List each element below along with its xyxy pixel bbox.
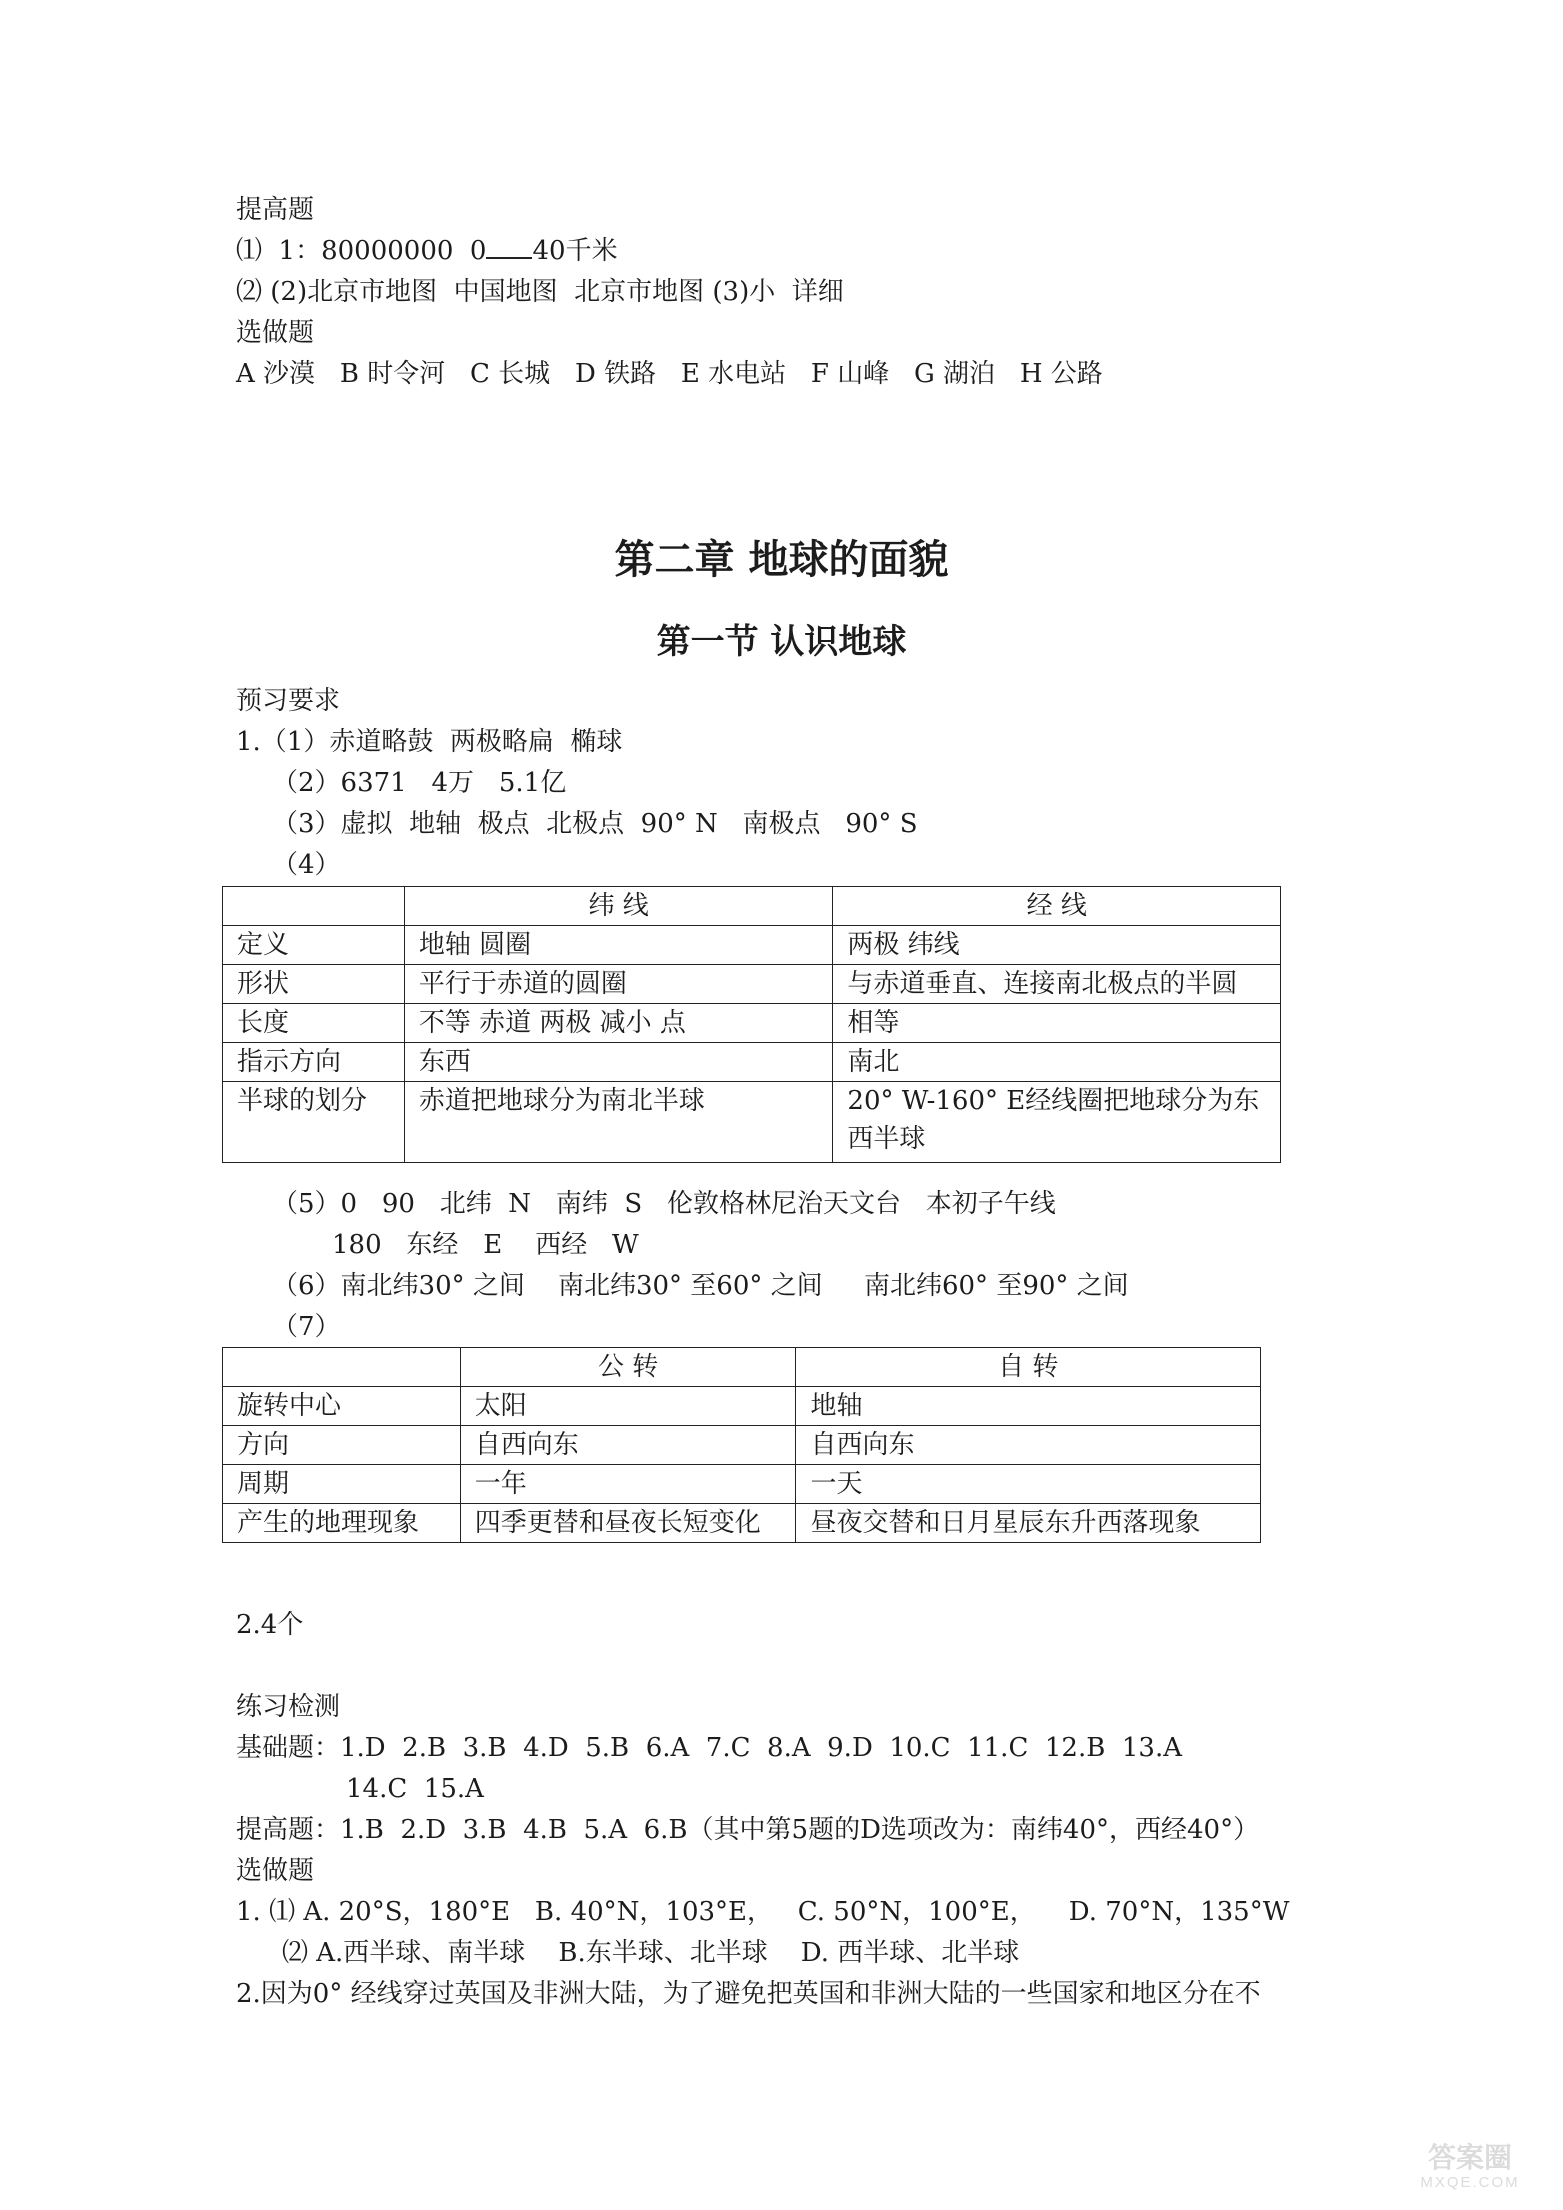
table-row <box>223 1082 1281 1163</box>
table-cell: 与赤道垂直、连接南北极点的半圆 <box>833 965 1281 1004</box>
table-cell: 相等 <box>833 1004 1281 1043</box>
preview-line-4: （4） <box>272 850 341 880</box>
table-row <box>223 1387 1261 1426</box>
answer-line-map-symbols: A 沙漠 B 时令河 C 长城 D 铁路 E 水电站 F 山峰 G 湖泊 H 公路 <box>236 359 1103 389</box>
heading-practice: 练习检测 <box>236 1692 341 1722</box>
table-row <box>223 1004 1281 1043</box>
table-cell: 昼夜交替和日月星辰东升西落现象 <box>796 1504 1261 1543</box>
table-header-row <box>223 1348 1261 1387</box>
table-row <box>223 1504 1261 1543</box>
table-cell: 太阳 <box>460 1387 796 1426</box>
table-cell: 地轴 圆圈 <box>404 926 833 965</box>
table-row <box>223 1043 1281 1082</box>
answer-line-scale <box>236 234 618 268</box>
table-cell: 自西向东 <box>460 1426 796 1465</box>
table-row <box>223 965 1281 1004</box>
answer-line-5b: 180 东经 E 西经 W <box>332 1230 639 1260</box>
answer-line-maps: ⑵ (2)北京市地图 中国地图 北京市地图 (3)小 详细 <box>236 277 844 307</box>
preview-line-2: （2）6371 4万 5.1亿 <box>272 768 567 798</box>
table-cell: 两极 纬线 <box>833 926 1281 965</box>
table-header-cell: 公 转 <box>460 1348 796 1387</box>
watermark-top: 答案圈 <box>1427 2141 1512 2174</box>
basic-answers-a: 基础题：1.D 2.B 3.B 4.D 5.B 6.A 7.C 8.A 9.D 10.C 11.C 12.B 13.A <box>236 1733 1182 1763</box>
answer-line-5a: （5）0 90 北纬 N 南纬 S 伦敦格林尼治天文台 本初子午线 <box>272 1189 1056 1219</box>
table-cell: 指示方向 <box>223 1043 405 1082</box>
table-cell: 定义 <box>223 926 405 965</box>
table-header-cell: 自 转 <box>796 1348 1261 1387</box>
table-header-row <box>223 887 1281 926</box>
table-cell: 自西向东 <box>796 1426 1261 1465</box>
table-header-cell: 经 线 <box>833 887 1281 926</box>
optional-answer-1: 1. ⑴ A. 20°S，180°E B. 40°N，103°E， C. 50°N，100°E， D. 70°N，135°W <box>236 1897 1290 1927</box>
basic-answers-b: 14.C 15.A <box>346 1774 484 1804</box>
heading-optional: 选做题 <box>236 318 315 348</box>
scale-distance: 40千米 <box>532 236 618 266</box>
scale-text: ⑴ 1：80000000 0 <box>236 236 487 266</box>
table-cell: 赤道把地球分为南北半球 <box>404 1082 833 1163</box>
table-cell: 20° W-160° E经线圈把地球分为东西半球 <box>833 1082 1281 1163</box>
table-row <box>223 1426 1261 1465</box>
improve-answers: 提高题：1.B 2.D 3.B 4.B 5.A 6.B（其中第5题的D选项改为：南纬40°，西经40°） <box>236 1815 1260 1845</box>
table-header-cell: 纬 线 <box>404 887 833 926</box>
optional-answer-3: 2.因为0° 经线穿过英国及非洲大陆，为了避免把英国和非洲大陆的一些国家和地区分在不 <box>236 1979 1261 2009</box>
table-cell: 东西 <box>404 1043 833 1082</box>
answer-line-7: （7） <box>272 1312 341 1342</box>
table-cell: 平行于赤道的圆圈 <box>404 965 833 1004</box>
optional-answer-2: ⑵ A.西半球、南半球 B.东半球、北半球 D. 西半球、北半球 <box>282 1938 1020 1968</box>
table-cell: 地轴 <box>796 1387 1261 1426</box>
revolution-rotation-table <box>222 1347 1261 1543</box>
table-cell: 方向 <box>223 1426 461 1465</box>
watermark-logo <box>1395 2142 1545 2200</box>
table-header-cell <box>223 887 405 926</box>
section-title: 第一节 认识地球 <box>656 622 907 662</box>
chapter-title: 第二章 地球的面貌 <box>614 536 949 583</box>
table-row <box>223 926 1281 965</box>
answer-q2: 2.4个 <box>236 1610 304 1640</box>
table-cell: 周期 <box>223 1465 461 1504</box>
preview-line-1: 1.（1）赤道略鼓 两极略扁 椭球 <box>236 727 623 757</box>
heading-improve: 提高题 <box>236 195 315 225</box>
latitude-longitude-table <box>222 886 1281 1163</box>
table-cell: 旋转中心 <box>223 1387 461 1426</box>
table-header-cell <box>223 1348 461 1387</box>
scale-bar <box>486 235 532 259</box>
heading-preview: 预习要求 <box>236 686 341 716</box>
heading-optional-2: 选做题 <box>236 1856 315 1886</box>
table-cell: 一年 <box>460 1465 796 1504</box>
table-cell: 四季更替和昼夜长短变化 <box>460 1504 796 1543</box>
table-row <box>223 1465 1261 1504</box>
table-cell: 长度 <box>223 1004 405 1043</box>
preview-line-3: （3）虚拟 地轴 极点 北极点 90° N 南极点 90° S <box>272 809 918 839</box>
answer-line-6: （6）南北纬30° 之间 南北纬30° 至60° 之间 南北纬60° 至90° 之间 <box>272 1271 1129 1301</box>
table-cell: 半球的划分 <box>223 1082 405 1163</box>
table-cell: 产生的地理现象 <box>223 1504 461 1543</box>
table-cell: 一天 <box>796 1465 1261 1504</box>
watermark-bottom: MXQE.COM <box>1420 2174 1520 2191</box>
table-cell: 形状 <box>223 965 405 1004</box>
table-cell: 不等 赤道 两极 减小 点 <box>404 1004 833 1043</box>
table-cell: 南北 <box>833 1043 1281 1082</box>
